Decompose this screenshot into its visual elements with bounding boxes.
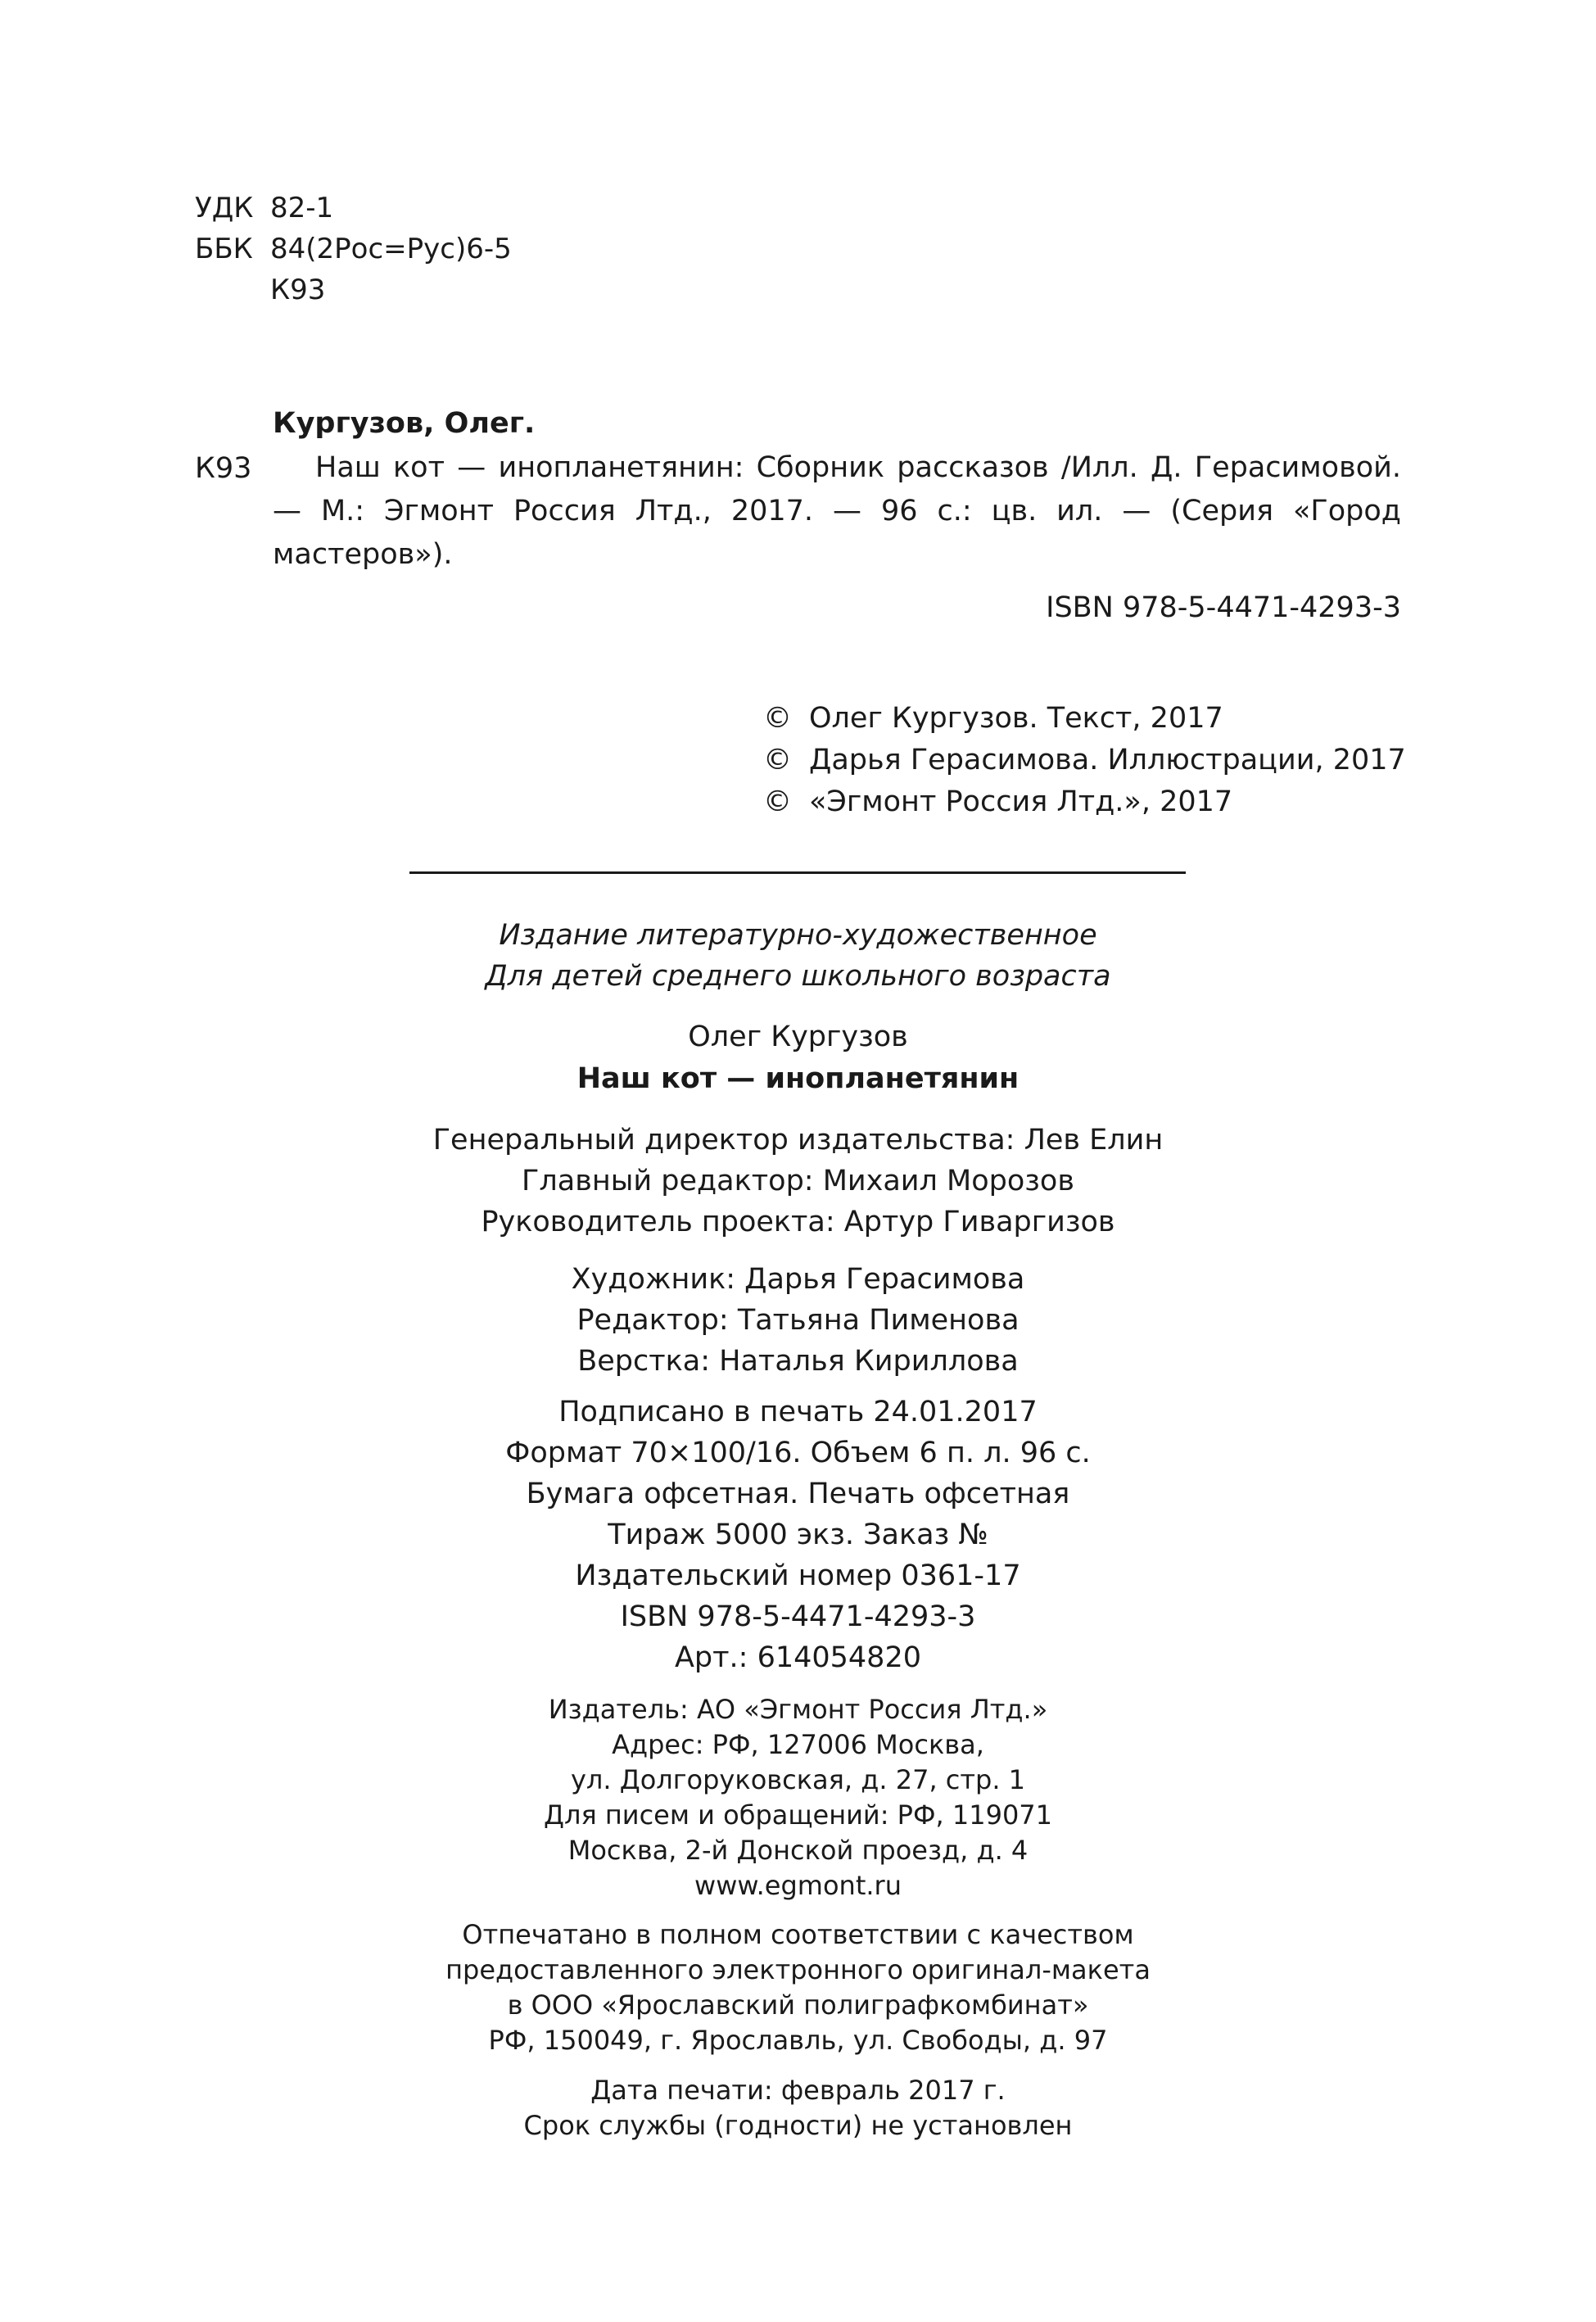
bbk-label: ББК bbox=[195, 233, 253, 265]
bib-code: К93 bbox=[195, 452, 252, 485]
creators-block bbox=[0, 1259, 1596, 1382]
print-info-line: Подписано в печать 24.01.2017 bbox=[558, 1396, 1038, 1428]
publisher-line: Для писем и обращений: РФ, 119071 bbox=[543, 1799, 1053, 1831]
bib-author: Кургузов, Олег. bbox=[273, 407, 536, 440]
staff-line: Главный редактор: Михаил Морозов bbox=[522, 1165, 1074, 1197]
staff-line: Руководитель проекта: Артур Гиваргизов bbox=[481, 1206, 1115, 1238]
bib-description-container bbox=[273, 446, 1401, 577]
bib-description: Наш кот — инопланетянин: Сборник рассказов /Илл. Д. Герасимовой. — М.: Эгмонт Россия Лтд., 2017. — 96 с.: цв. ил. — (Серия «Город мастеров»). bbox=[273, 451, 1401, 571]
bib-isbn: ISBN 978-5-4471-4293-3 bbox=[1046, 591, 1401, 624]
udk-row bbox=[195, 188, 333, 229]
publisher-website: www.egmont.ru bbox=[694, 1870, 902, 1901]
print-info-line: Тираж 5000 экз. Заказ № bbox=[608, 1519, 988, 1551]
udk-value: 82-1 bbox=[270, 192, 334, 224]
copyright-symbol: © bbox=[763, 702, 792, 735]
edition-info bbox=[0, 915, 1596, 997]
copyright-symbol: © bbox=[763, 785, 792, 818]
publisher-line: Издатель: АО «Эгмонт Россия Лтд.» bbox=[548, 1694, 1048, 1725]
copyright-line bbox=[763, 698, 1406, 740]
publisher-line: ул. Долгоруковская, д. 27, стр. 1 bbox=[570, 1764, 1026, 1795]
edition-type: Издание литературно-художественное bbox=[499, 919, 1097, 952]
copyright-line bbox=[763, 740, 1406, 781]
udk-label: УДК bbox=[195, 192, 254, 224]
imprint-title: Наш кот — инопланетянин bbox=[576, 1062, 1020, 1095]
imprint-author: Олег Кургузов bbox=[688, 1021, 908, 1053]
dates-block bbox=[0, 2073, 1596, 2143]
staff-line: Генеральный директор издательства: Лев Елин bbox=[432, 1124, 1164, 1156]
copyright-text: Олег Кургузов. Текст, 2017 bbox=[809, 702, 1223, 735]
copyright-line bbox=[763, 781, 1406, 823]
creator-line: Верстка: Наталья Кириллова bbox=[577, 1345, 1019, 1378]
print-info-line: Формат 70×100/16. Объем 6 п. л. 96 с. bbox=[505, 1437, 1091, 1469]
copyright-symbol: © bbox=[763, 744, 792, 776]
bbk-value: 84(2Рос=Рус)6-5 bbox=[270, 233, 512, 265]
publisher-block bbox=[0, 1692, 1596, 1903]
publisher-line: Москва, 2-й Донской проезд, д. 4 bbox=[567, 1835, 1029, 1866]
audience: Для детей среднего школьного возраста bbox=[485, 960, 1111, 993]
printer-block bbox=[0, 1917, 1596, 2058]
author-mark: К93 bbox=[270, 274, 326, 306]
staff-block bbox=[0, 1120, 1596, 1242]
copyright-text: Дарья Герасимова. Иллюстрации, 2017 bbox=[809, 744, 1406, 776]
print-info-line: Бумага офсетная. Печать офсетная bbox=[526, 1478, 1070, 1510]
creator-line: Редактор: Татьяна Пименова bbox=[576, 1304, 1020, 1337]
print-info-line: Издательский номер 0361-17 bbox=[575, 1559, 1021, 1592]
print-info-block bbox=[0, 1392, 1596, 1678]
creator-line: Художник: Дарья Герасимова bbox=[571, 1263, 1025, 1296]
printer-line: предоставленного электронного оригинал-макета bbox=[445, 1954, 1151, 1985]
shelf-life: Срок службы (годности) не установлен bbox=[523, 2110, 1073, 2141]
author-mark-row bbox=[195, 269, 325, 310]
publisher-line: Адрес: РФ, 127006 Москва, bbox=[612, 1729, 984, 1760]
print-info-line: Арт.: 614054820 bbox=[674, 1641, 921, 1674]
print-date: Дата печати: февраль 2017 г. bbox=[590, 2075, 1006, 2106]
bbk-row bbox=[195, 229, 512, 269]
printer-line: Отпечатано в полном соответствии с качеством bbox=[462, 1919, 1134, 1950]
printer-line: РФ, 150049, г. Ярославль, ул. Свободы, д. 97 bbox=[488, 2025, 1108, 2056]
copyright-text: «Эгмонт Россия Лтд.», 2017 bbox=[809, 785, 1233, 818]
divider-line bbox=[409, 871, 1186, 874]
copyright-block bbox=[763, 698, 1406, 823]
print-info-line: ISBN 978-5-4471-4293-3 bbox=[620, 1600, 976, 1633]
printer-line: в ООО «Ярославский полиграфкомбинат» bbox=[507, 1989, 1089, 2021]
